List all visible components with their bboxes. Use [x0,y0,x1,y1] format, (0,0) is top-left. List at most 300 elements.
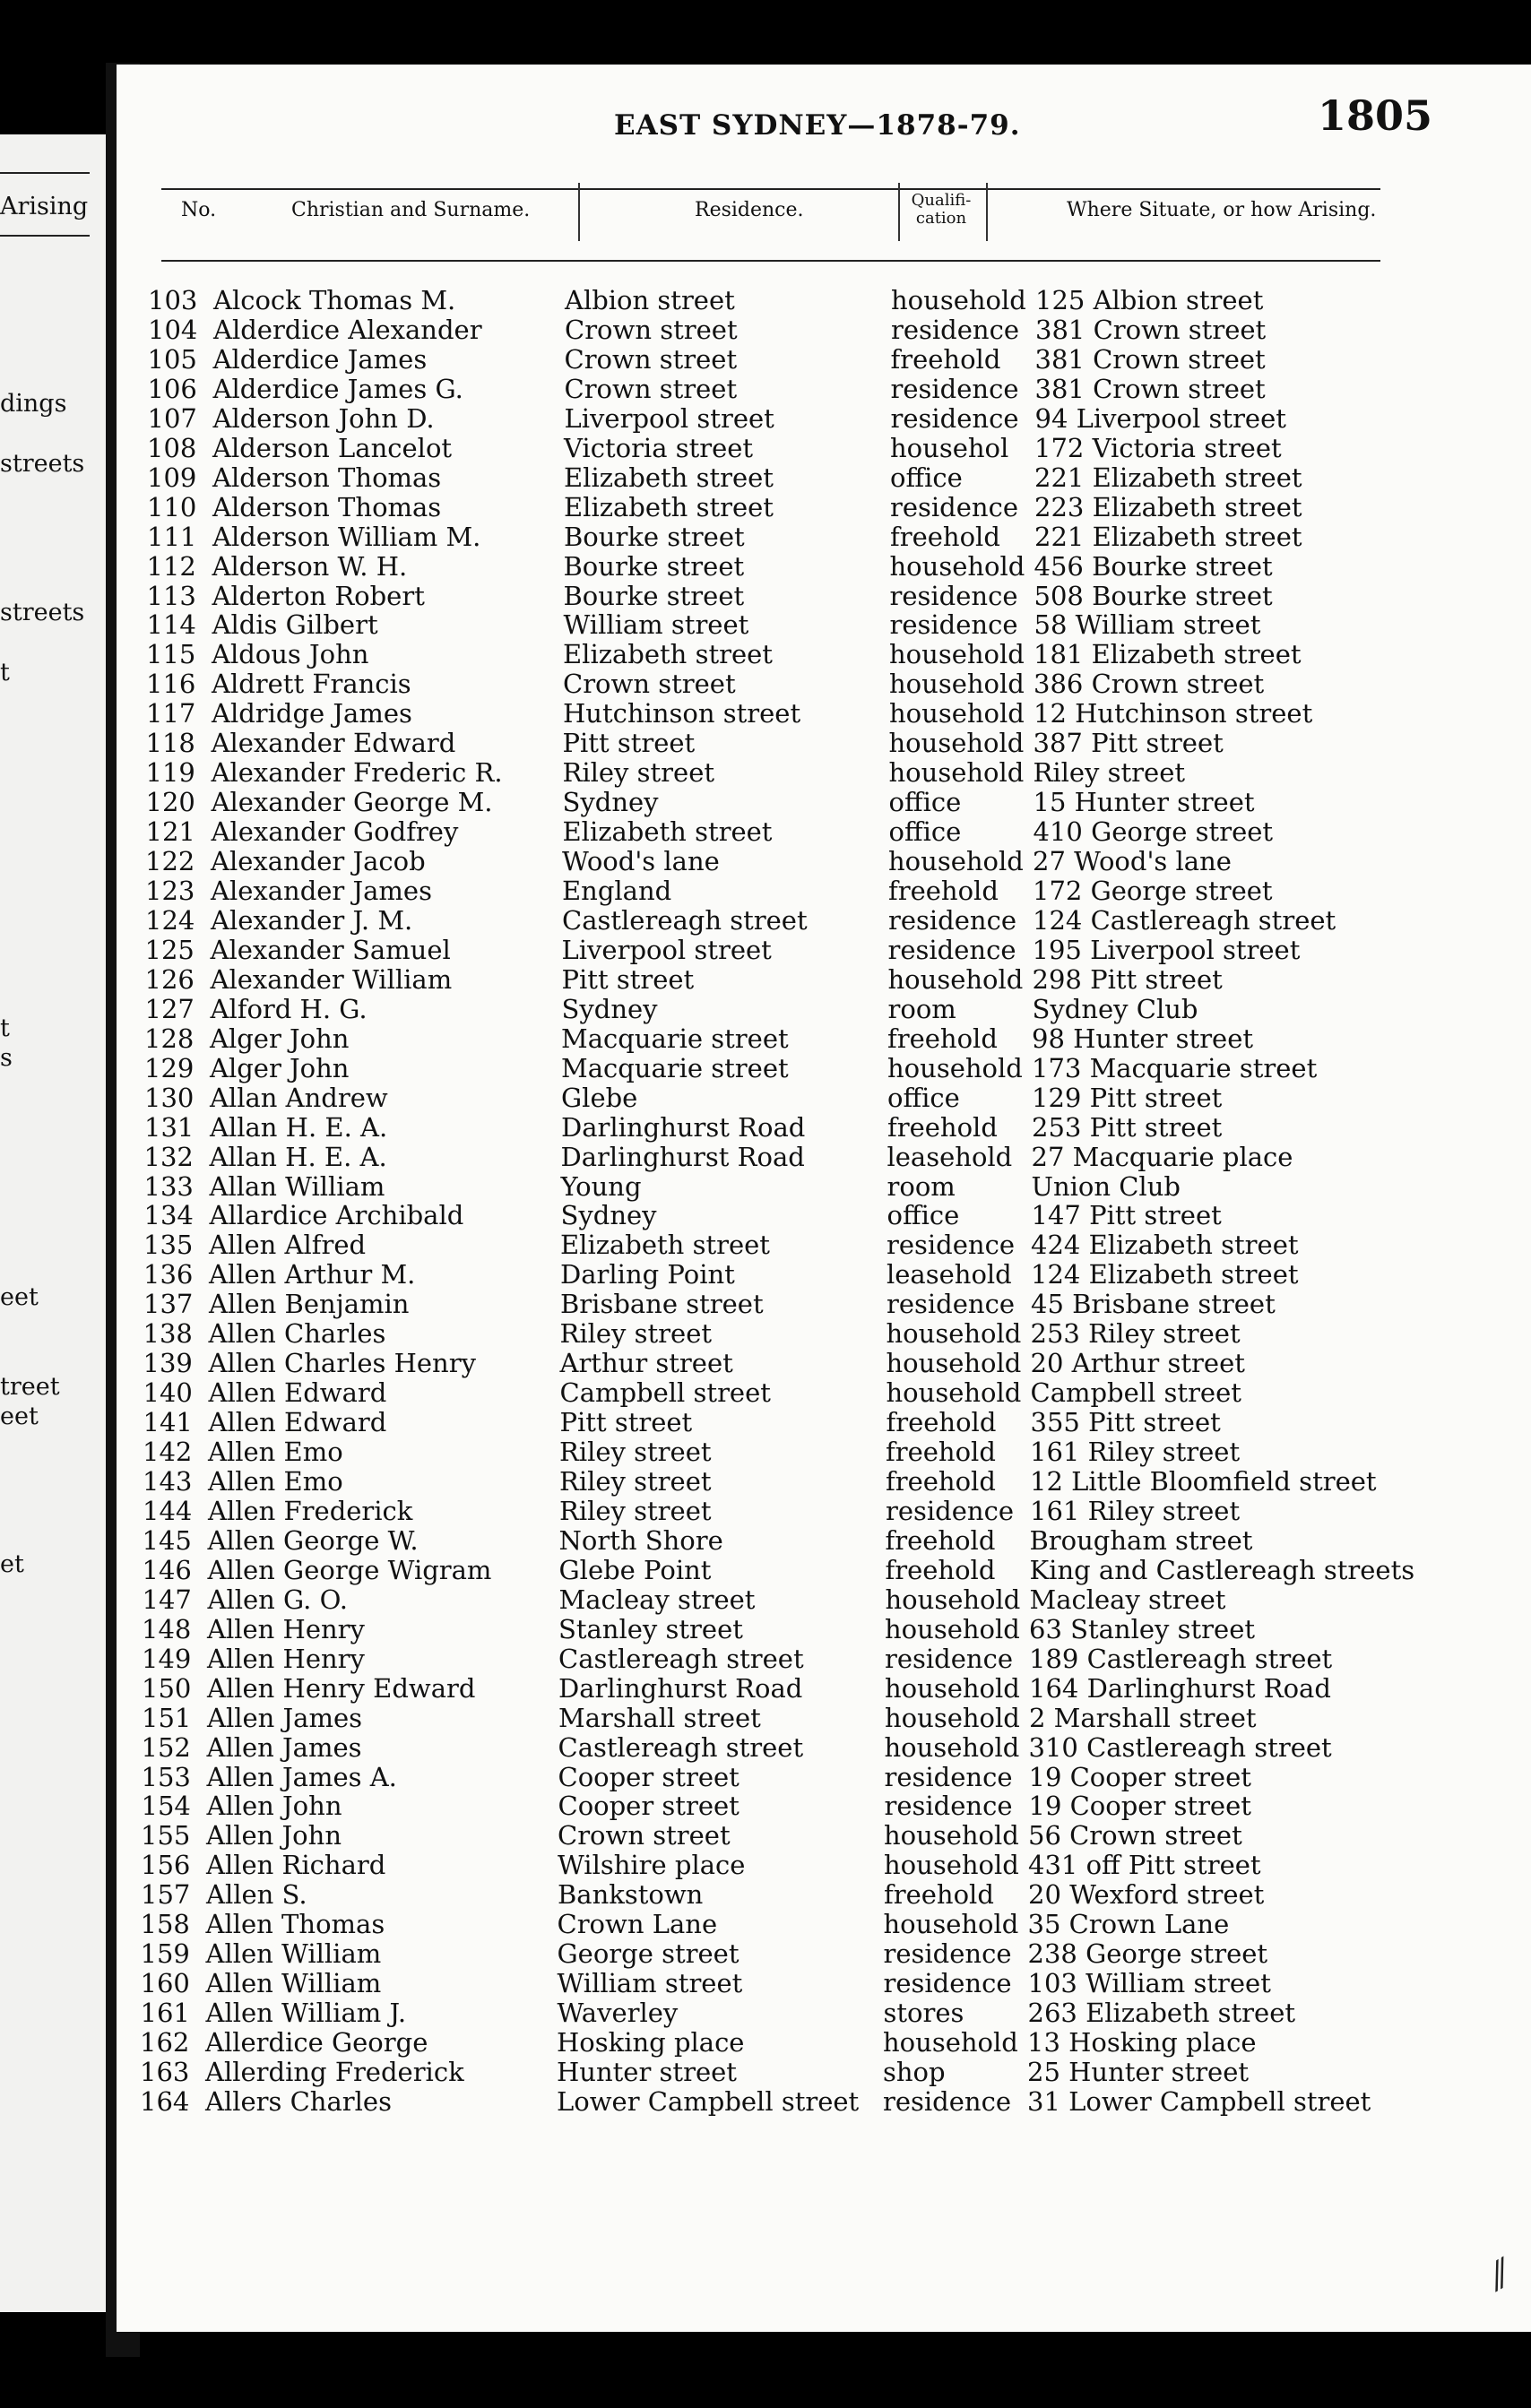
entry-qualification: residence [889,580,1018,611]
entry-number: 114 [146,609,196,641]
entry-number: 134 [143,1200,194,1231]
entry-residence: Wilshire place [558,1850,746,1881]
entry-where-situate: 147 Pitt street [1031,1200,1222,1231]
entry-where-situate: 164 Darlinghurst Road [1029,1672,1331,1704]
entry-residence: Lower Campbell street [557,2085,860,2117]
facing-page-fragment: et [0,1550,24,1578]
entry-qualification: freehold [886,1437,996,1468]
entry-name: Allen James [207,1702,363,1733]
entry-name: Allan H. E. A. [209,1141,387,1172]
running-title: EAST SYDNEY—1878-79. [614,109,1021,142]
entry-qualification: freehold [885,1554,996,1585]
entry-number: 119 [145,757,195,789]
entry-number: 135 [143,1230,194,1261]
entry-qualification: residence [890,402,1019,434]
entry-qualification: residence [883,1938,1012,1970]
entry-residence: Stanley street [558,1613,743,1644]
entry-name: Alexander James [211,876,432,906]
entry-qualification: residence [883,2085,1011,2117]
entry-residence: Castlereagh street [562,904,808,936]
entry-qualification: freehold [887,1023,998,1054]
entry-where-situate: 173 Macquarie street [1032,1052,1318,1083]
entry-number: 149 [142,1643,192,1674]
entry-number: 164 [140,2085,190,2117]
entry-where-situate: 2 Marshall street [1029,1702,1257,1733]
entry-number: 150 [142,1672,192,1704]
entry-residence: Elizabeth street [563,639,773,670]
entry-name: Allen Benjamin [209,1289,410,1320]
entry-qualification: office [887,1200,960,1231]
entry-qualification: room [887,1170,956,1202]
entry-residence: Bankstown [558,1879,704,1911]
entry-number: 163 [140,2057,190,2087]
entry-where-situate: 129 Pitt street [1032,1082,1223,1113]
entry-where-situate: 381 Crown street [1034,343,1266,375]
entry-name: Alger John [210,1023,350,1054]
entry-residence: Campbell street [559,1377,771,1409]
entry-where-situate: 161 Riley street [1030,1437,1241,1468]
entry-name: Aldis Gilbert [212,609,378,641]
entry-residence: William street [557,1968,743,1999]
entry-qualification: household [884,1850,1019,1881]
entry-name: Allen George Wigram [207,1554,492,1585]
facing-page-fragment: streets [0,450,85,478]
header-top-rule [161,188,1380,190]
entry-number: 126 [144,963,195,995]
entry-name: Allan H. E. A. [210,1111,388,1143]
entry-residence: Elizabeth street [560,1230,770,1261]
entry-number: 120 [145,787,195,818]
entry-residence: Riley street [562,757,715,789]
entry-residence: Cooper street [558,1761,740,1792]
entry-qualification: freehold [890,521,1000,552]
entry-where-situate: 124 Castlereagh street [1033,904,1336,936]
entry-number: 145 [142,1524,192,1556]
facing-page-fragment: treet [0,1373,60,1401]
entry-qualification: office [887,1082,960,1113]
entry-name: Alderton Robert [212,580,425,611]
entry-name: Alexander Godfrey [211,816,459,848]
entry-qualification: office [888,816,962,848]
entry-qualification: residence [886,1495,1014,1526]
entry-name: Allen Thomas [205,1909,385,1940]
entry-qualification: household [885,1613,1020,1644]
entry-where-situate: 381 Crown street [1035,314,1267,345]
entry-number: 103 [148,285,198,315]
entry-qualification: freehold [887,1111,998,1143]
entry-name: Allen John [206,1820,342,1851]
entry-number: 106 [147,373,197,404]
entry-number: 148 [142,1613,192,1644]
entry-name: Alford H. G. [210,993,368,1024]
entry-qualification: household [888,757,1025,789]
entry-residence: Glebe [561,1082,638,1113]
entry-qualification: residence [887,934,1016,965]
entry-name: Alderson John D. [212,402,435,434]
entry-name: Alexander George M. [211,787,493,818]
entry-where-situate: 298 Pitt street [1032,963,1223,995]
entry-qualification: residence [884,1761,1013,1792]
entry-where-situate: 12 Little Bloomfield street [1030,1466,1377,1497]
entry-qualification: residence [887,1289,1015,1320]
entry-residence: Waverley [557,1998,679,2029]
entry-qualification: shop [883,2057,946,2087]
entry-where-situate: 253 Riley street [1030,1318,1241,1350]
entry-name: Allen William [205,1968,382,1999]
entry-name: Allers Charles [205,2085,392,2117]
entry-residence: Macleay street [558,1584,756,1615]
entry-residence: William street [563,609,749,641]
entry-qualification: freehold [888,876,999,906]
entry-name: Alexander Jacob [211,846,426,877]
entry-residence: Crown street [564,373,738,404]
column-header-no: No. [181,199,217,221]
entry-residence: Hunter street [557,2057,737,2087]
entry-name: Allen William J. [205,1998,407,2029]
entry-where-situate: 263 Elizabeth street [1027,1998,1296,2029]
entry-name: Allen William [205,1938,382,1970]
entry-qualification: household [887,963,1024,995]
entry-number: 130 [144,1082,195,1113]
entry-residence: Crown street [565,314,738,345]
entry-where-situate: 189 Castlereagh street [1029,1643,1333,1674]
entry-where-situate: 387 Pitt street [1033,728,1224,759]
entry-where-situate: 15 Hunter street [1033,787,1255,818]
entry-qualification: residence [884,1791,1013,1822]
entry-residence: Riley street [559,1495,712,1526]
entry-number: 107 [147,402,197,434]
entry-residence: Hosking place [557,2027,745,2058]
entry-name: Allerding Frederick [205,2057,464,2087]
entry-number: 147 [142,1584,192,1615]
entry-qualification: household [889,550,1025,582]
entry-number: 159 [140,1938,190,1970]
entry-qualification: household [885,1702,1020,1733]
entry-name: Allen Emo [208,1466,343,1497]
entry-where-situate: Union Club [1031,1170,1181,1202]
entry-qualification: residence [888,904,1016,936]
entry-where-situate: 431 off Pitt street [1028,1850,1261,1881]
entry-where-situate: 386 Crown street [1034,669,1265,700]
entry-name: Allen James A. [206,1761,397,1792]
column-header-residence: Residence. [695,199,804,221]
entry-residence: Darlinghurst Road [558,1672,803,1704]
entry-qualification: residence [890,373,1019,404]
entry-qualification: stores [883,1998,964,2029]
facing-page-fragment: t [0,1014,10,1042]
entry-number: 139 [143,1348,193,1379]
entry-qualification: freehold [886,1466,996,1497]
entry-where-situate: 172 George street [1033,876,1273,906]
entry-name: Alger John [210,1052,350,1083]
entry-number: 132 [143,1141,194,1172]
entry-qualification: residence [885,1643,1013,1674]
entry-qualification: household [888,846,1024,877]
entry-qualification: household [889,669,1025,700]
entry-number: 116 [146,669,196,700]
column-header-qualification: Qualifi-cation [911,191,972,228]
entry-residence: Victoria street [564,432,754,463]
entry-residence: Bourke street [563,580,745,611]
entry-name: Alderson Thomas [212,491,442,522]
entry-qualification: residence [891,314,1019,345]
facing-page-edge [0,134,106,2312]
entry-name: Allen Richard [206,1850,386,1881]
entry-number: 146 [142,1554,192,1585]
entry-residence: Castlereagh street [558,1731,804,1763]
entry-number: 112 [146,550,196,582]
entry-where-situate: Sydney Club [1032,993,1198,1024]
entry-qualification: household [891,285,1026,315]
entry-where-situate: 20 Wexford street [1028,1879,1265,1911]
column-separator [898,183,900,241]
entry-where-situate: Campbell street [1030,1377,1241,1409]
entry-number: 140 [143,1377,193,1409]
entry-name: Allen Charles Henry [208,1348,476,1379]
entry-residence: Hutchinson street [563,698,801,729]
entry-name: Alderson Lancelot [212,432,453,463]
entry-qualification: househol [890,432,1009,463]
entry-qualification: household [886,1348,1022,1379]
entry-where-situate: 424 Elizabeth street [1031,1230,1299,1261]
entry-number: 143 [143,1466,193,1497]
facing-page-rule [0,172,90,174]
entry-number: 131 [144,1111,195,1143]
entry-where-situate: 310 Castlereagh street [1028,1731,1332,1763]
entry-number: 121 [145,816,195,848]
entry-name: Alexander William [210,963,453,995]
header-bottom-rule [161,260,1380,262]
entry-name: Alexander Edward [211,728,456,759]
entry-name: Allardice Archibald [209,1200,464,1231]
entry-name: Alexander Samuel [210,934,451,965]
entry-where-situate: 410 George street [1033,816,1274,848]
entry-number: 154 [141,1791,191,1822]
entry-residence: Liverpool street [564,402,774,434]
entry-qualification: household [884,1820,1019,1851]
entry-residence: England [562,876,672,906]
entry-residence: Glebe Point [558,1554,712,1585]
facing-page-header-fragment: Arising [0,193,89,220]
entry-name: Alderson William M. [212,521,481,552]
entry-residence: Crown street [558,1820,731,1851]
facing-page-fragment: eet [0,1403,39,1430]
entry-where-situate: 124 Elizabeth street [1031,1259,1299,1290]
entry-qualification: leasehold [887,1141,1013,1172]
entry-where-situate: 253 Pitt street [1032,1111,1223,1143]
entry-number: 118 [145,728,195,759]
entry-number: 129 [144,1052,195,1083]
entry-number: 125 [144,934,195,965]
entry-qualification: household [885,1584,1021,1615]
page-number: 1805 [1318,91,1433,140]
entry-number: 141 [143,1407,193,1438]
entry-residence: Castlereagh street [558,1643,804,1674]
entry-where-situate: 161 Riley street [1030,1495,1241,1526]
entry-qualification: household [885,1672,1020,1704]
entry-number: 157 [141,1879,191,1911]
entry-residence: Macquarie street [561,1023,789,1054]
entry-name: Allerdice George [205,2027,428,2058]
entry-residence: Darling Point [560,1259,735,1290]
entry-name: Allen John [206,1791,342,1822]
register-page [117,65,1531,2332]
entry-residence: Elizabeth street [564,462,774,493]
entry-where-situate: Riley street [1033,757,1186,789]
entry-name: Alderdice James G. [212,373,463,404]
column-separator [986,183,988,241]
entry-residence: Brisbane street [560,1289,764,1320]
entry-residence: Darlinghurst Road [560,1141,805,1172]
entry-name: Allen Henry [207,1613,365,1644]
facing-page-rule [0,235,90,237]
entry-where-situate: 181 Elizabeth street [1034,639,1302,670]
entry-name: Allen Alfred [209,1230,367,1261]
entry-number: 128 [144,1023,195,1054]
entry-residence: Darlinghurst Road [561,1111,806,1143]
facing-page-fragment: eet [0,1283,39,1311]
entry-name: Allen Arthur M. [209,1259,416,1290]
entry-number: 138 [143,1318,193,1350]
entry-number: 144 [143,1495,193,1526]
entry-name: Allen Edward [208,1377,387,1409]
entry-where-situate: 172 Victoria street [1034,432,1282,463]
entry-residence: Sydney [562,787,659,818]
entry-where-situate: 19 Cooper street [1028,1761,1251,1792]
entry-where-situate: 238 George street [1027,1938,1268,1970]
entry-number: 123 [145,876,195,906]
entry-residence: Crown street [563,669,736,700]
entry-name: Alderson W. H. [212,550,408,582]
entry-number: 133 [143,1170,194,1202]
entry-residence: George street [557,1938,740,1970]
entry-where-situate: 195 Liverpool street [1032,934,1301,965]
entry-where-situate: 25 Hunter street [1027,2057,1250,2087]
entry-number: 153 [141,1761,191,1792]
entry-number: 109 [147,462,197,493]
entry-where-situate: 355 Pitt street [1030,1407,1221,1438]
entry-where-situate: 63 Stanley street [1029,1613,1256,1644]
entry-number: 105 [147,343,197,375]
entry-qualification: household [886,1318,1022,1350]
entry-where-situate: 19 Cooper street [1028,1791,1251,1822]
entry-qualification: residence [887,1230,1015,1261]
entry-qualification: freehold [886,1407,997,1438]
entry-name: Aldrett Francis [212,669,411,700]
entry-number: 113 [146,580,196,611]
entry-name: Allen Henry [207,1643,365,1674]
entry-where-situate: 221 Elizabeth street [1034,521,1302,552]
entry-where-situate: 94 Liverpool street [1034,402,1286,434]
entry-number: 122 [145,846,195,877]
entry-residence: Macquarie street [561,1052,789,1083]
entry-qualification: household [884,1731,1020,1763]
entry-where-situate: Brougham street [1029,1524,1253,1556]
entry-residence: Pitt street [561,963,695,995]
entry-qualification: household [887,1052,1023,1083]
entry-number: 110 [147,491,197,522]
entry-number: 152 [141,1731,191,1763]
entry-where-situate: 223 Elizabeth street [1034,491,1302,522]
entry-where-situate: 58 William street [1034,609,1261,641]
entry-qualification: household [889,639,1025,670]
entry-qualification: household [883,2027,1018,2058]
entry-where-situate: 20 Arthur street [1030,1348,1245,1379]
column-separator [578,183,580,241]
entry-residence: Sydney [561,993,658,1024]
entry-qualification: freehold [884,1879,994,1911]
entry-number: 151 [142,1702,192,1733]
entry-number: 161 [140,1998,190,2029]
entry-number: 124 [145,904,195,936]
entry-residence: Riley street [559,1318,713,1350]
entry-where-situate: 98 Hunter street [1032,1023,1254,1054]
entry-qualification: residence [889,609,1018,641]
entry-residence: Arthur street [559,1348,733,1379]
column-header-name: Christian and Surname. [291,199,531,221]
entry-name: Alexander Frederic R. [211,757,503,789]
entry-where-situate: 31 Lower Campbell street [1027,2085,1371,2117]
entry-residence: Cooper street [558,1791,740,1822]
entry-qualification: office [890,462,963,493]
entry-name: Alderdice James [212,343,428,375]
entry-name: Allen George W. [207,1524,419,1556]
entry-number: 155 [141,1820,191,1851]
entry-residence: Bourke street [563,550,745,582]
entry-qualification: freehold [890,343,1001,375]
entry-where-situate: 56 Crown street [1028,1820,1242,1851]
entry-where-situate: 221 Elizabeth street [1034,462,1302,493]
entry-name: Alderdice Alexander [213,314,482,345]
entry-qualification: leasehold [887,1259,1012,1290]
entry-where-situate: King and Castlereagh streets [1029,1554,1415,1585]
entry-where-situate: 381 Crown street [1034,373,1266,404]
entry-number: 160 [140,1968,190,1999]
entry-residence: Elizabeth street [562,816,773,848]
entry-number: 142 [143,1437,193,1468]
entry-number: 127 [144,993,195,1024]
entry-name: Allen Frederick [208,1495,413,1526]
facing-page-fragment: streets [0,599,85,626]
entry-name: Allen Charles [208,1318,386,1350]
entry-where-situate: 27 Macquarie place [1031,1141,1293,1172]
entry-qualification: household [886,1377,1022,1409]
entry-where-situate: 125 Albion street [1035,285,1264,315]
entry-qualification: office [888,787,962,818]
facing-page-fragment: dings [0,390,67,418]
entry-qualification: residence [890,491,1018,522]
facing-page-fragment: s [0,1044,13,1072]
entry-name: Allen Emo [208,1437,343,1468]
entry-residence: Bourke street [564,521,745,552]
entry-residence: Pitt street [562,728,696,759]
entry-qualification: residence [883,1968,1012,1999]
entry-number: 108 [147,432,197,463]
entry-number: 137 [143,1289,194,1320]
entry-number: 115 [146,639,196,670]
entry-residence: Marshall street [558,1702,761,1733]
entry-residence: Liverpool street [561,934,772,965]
facing-page-fragment: t [0,659,10,686]
entry-name: Aldridge James [212,698,412,729]
entry-residence: Crown Lane [557,1909,718,1940]
entry-residence: Wood's lane [562,846,720,877]
entry-number: 156 [141,1850,191,1881]
entry-name: Allen James [206,1731,362,1763]
entry-where-situate: Macleay street [1029,1584,1226,1615]
entry-qualification: freehold [885,1524,996,1556]
entry-residence: Crown street [564,343,738,375]
